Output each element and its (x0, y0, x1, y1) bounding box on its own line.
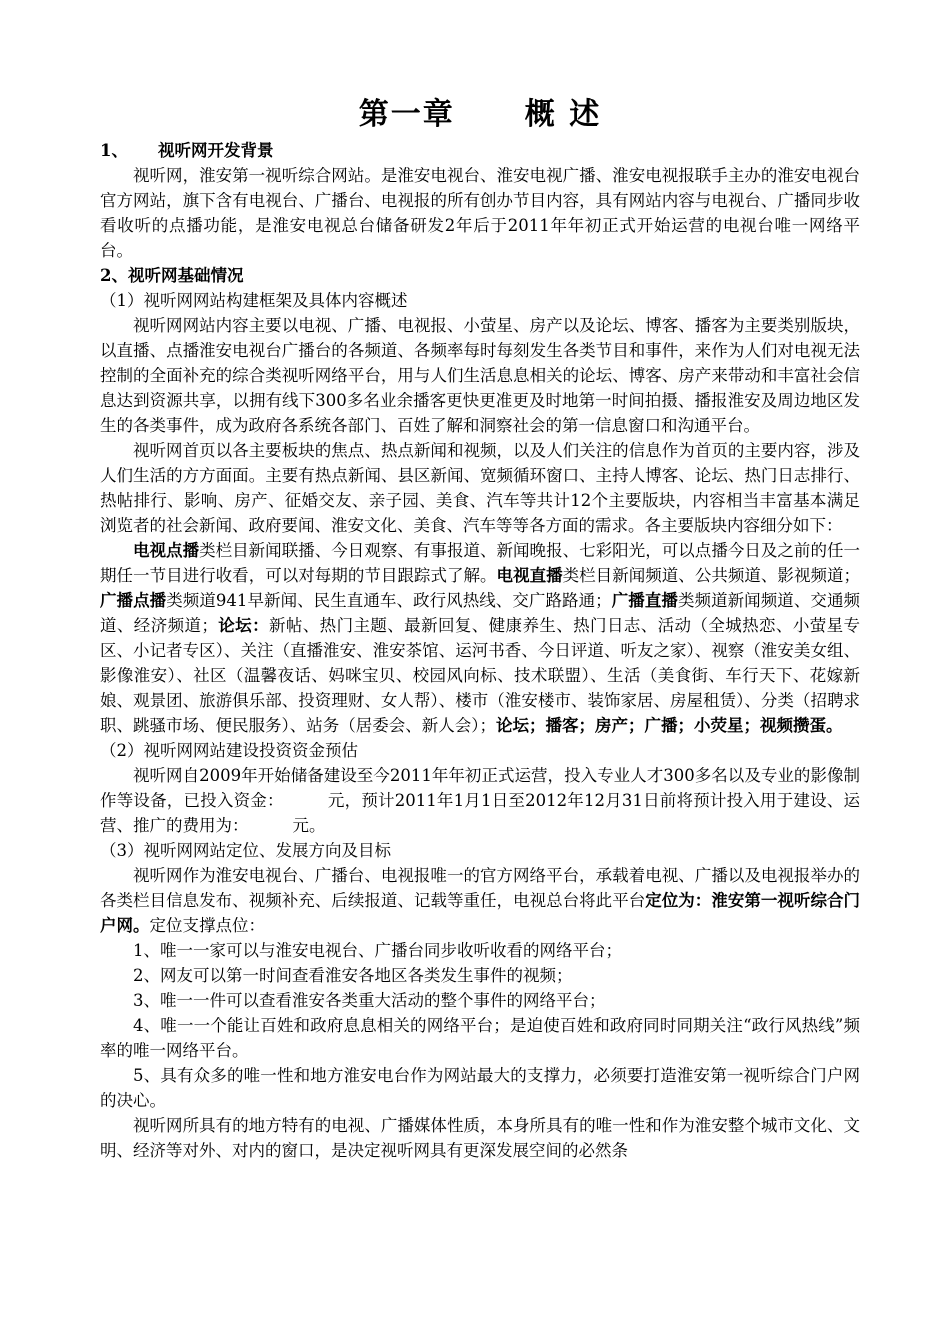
term-radio-live: 广播直播 (611, 591, 678, 610)
text-investment-b: 元，预计2011年1月1日至2012年12月31日前将预计投入用于建设、运营、推广的费用为： (100, 791, 860, 835)
subheading-positioning: （3）视听网网站定位、发展方向及目标 (100, 841, 391, 860)
text-tv-live: 类栏目新闻频道、公共频道、影视频道； (562, 566, 861, 585)
section-title-1: 视听网开发背景 (158, 141, 274, 160)
term-radio-vod: 广播点播 (100, 591, 167, 610)
text-radio-vod: 类频道941早新闻、民生直通车、政行风热线、交广路路通； (166, 591, 612, 610)
chapter-title (100, 92, 860, 138)
chapter-title-left: 第一章 (358, 97, 455, 132)
section-heading-2: 2、视听网基础情况 (100, 266, 244, 285)
paragraph-site-content: 视听网网站内容主要以电视、广播、电视报、小萤星、房产以及论坛、博客、播客为主要类别版块，以直播、点播淮安电视台广播台的各频道、各频率每时每刻发生各类节目和事件，来作为人们对电视无法控制的全面补充的综合类视听网络平台，用与人们生活息息相关的论坛、博客、房产来带动和丰富社会信息达到资源共享，以拥有线下300多名业余播客更快更准更及时地第一时间拍摄、播报淮安及周边地区发生的各类事件，成为政府各系统各部门、百姓了解和洞察社会的第一信息窗口和沟通平台。 (100, 316, 860, 435)
text-forum: 新帖、热门主题、最新回复、健康养生、热门日志、活动（全城热恋、小萤星专区、小记者专区）、关注（直播淮安、淮安茶馆、运河书香、今日评道、听友之家）、视察（淮安美女组、影像淮安）、社区（温馨夜话、妈咪宝贝、校园风向标、技术联盟）、生活（美食街、车行天下、花嫁新娘、观景团、旅游俱乐部、投资理财、女人帮）、楼市（淮安楼市、装饰家居、房屋租赁）、分类（招聘求职、跳骚市场、便民服务）、站务（居委会、新人会）； (100, 616, 861, 735)
section-heading-1 (100, 138, 860, 163)
text-positioning-a: 视听网作为淮安电视台、广播台、电视报唯一的官方网络平台，承载着电视、广播以及电视报举办的各类栏目信息发布、视频补充、后续报道、记载等重任，电视总台将此平台 (100, 866, 860, 910)
text-positioning-c: 定位支撑点位： (149, 916, 265, 935)
text-investment-c: 元。 (292, 816, 326, 835)
subheading-framework: （1）视听网网站构建框架及具体内容概述 (100, 291, 408, 310)
section-number-1: 1、 (100, 141, 128, 160)
term-tv-vod: 电视点播 (133, 541, 200, 560)
subheading-investment: （2）视听网网站建设投资资金预估 (100, 741, 358, 760)
paragraph-homepage: 视听网首页以各主要板块的焦点、热点新闻和视频，以及人们关注的信息作为首页的主要内容，涉及人们生活的方方面面。主要有热点新闻、县区新闻、宽频循环窗口、主持人博客、论坛、热门日志排行、热帖排行、影响、房产、征婚交友、亲子园、美食、汽车等共计12个主要版块，内容相当丰富基本满足浏览者的社会新闻、政府要闻、淮安文化、美食、汽车等等各方面的需求。各主要版块内容细分如下： (100, 441, 860, 535)
list-item: 1、唯一一家可以与淮安电视台、广播台同步收听收看的网络平台； (133, 941, 622, 960)
term-list: 论坛；播客；房产；广播；小荧星；视频攒蛋。 (496, 716, 843, 735)
chapter-title-right: 概 述 (524, 97, 602, 132)
term-positioning: 定位为：淮安第一视听综合门户网。 (100, 891, 861, 935)
paragraph-investment (100, 763, 860, 838)
text-investment-a: 视听网自2009年开始储备建设至今2011年年初正式运营，投入专业人才300多名以及专业的影像制作等设备，已投入资金： (100, 766, 860, 810)
term-forum: 论坛： (217, 616, 269, 635)
document-page (100, 92, 860, 1163)
paragraph-background: 视听网，淮安第一视听综合网站。是淮安电视台、淮安电视广播、淮安电视报联手主办的淮安电视台官方网站，旗下含有电视台、广播台、电视报的所有创办节目内容，具有网站内容与电视台、广播同步收看收听的点播功能，是淮安电视总台储备研发2年后于2011年年初正式开始运营的电视台唯一网络平台。 (100, 166, 860, 260)
paragraph-conclusion: 视听网所具有的地方特有的电视、广播媒体性质，本身所具有的唯一性和作为淮安整个城市文化、文明、经济等对外、对内的窗口，是决定视听网具有更深发展空间的必然条 (100, 1116, 860, 1160)
paragraph-sections-detail (100, 538, 860, 738)
text-tv-vod: 类栏目新闻联播、今日观察、有事报道、新闻晚报、七彩阳光，可以点播今日及之前的任一期任一节目进行收看，可以对每期的节目跟踪式了解。 (100, 541, 861, 585)
list-item: 5、具有众多的唯一性和地方淮安电台作为网站最大的支撑力，必须要打造淮安第一视听综合门户网的决心。 (100, 1066, 860, 1110)
term-tv-live: 电视直播 (496, 566, 563, 585)
list-item: 2、网友可以第一时间查看淮安各地区各类发生事件的视频； (133, 966, 573, 985)
list-item: 3、唯一一件可以查看淮安各类重大活动的整个事件的网络平台； (133, 991, 606, 1010)
list-item: 4、唯一一个能让百姓和政府息息相关的网络平台；是迫使百姓和政府同时同期关注“政行风热线”频率的唯一网络平台。 (100, 1016, 860, 1060)
text-radio-live: 类频道新闻频道、交通频道、经济频道； (100, 591, 861, 635)
paragraph-positioning (100, 863, 860, 938)
